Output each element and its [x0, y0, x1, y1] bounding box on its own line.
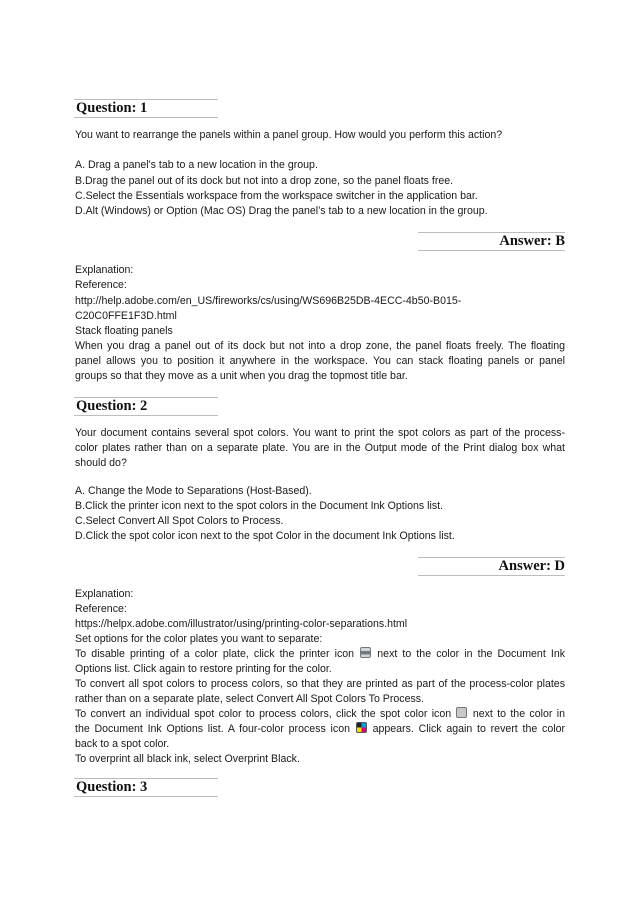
reference-url: https://helpx.adobe.com/illustrator/using/printing-color-separations.html: [75, 618, 408, 630]
explanation-paragraph-line: [75, 707, 565, 722]
section-heading: Stack floating panels: [75, 325, 173, 337]
section-heading: Set options for the color plates you want to separate:: [75, 633, 323, 645]
text-span: the Document Ink Options list. A four-color process icon: [75, 723, 350, 735]
question-3-header: Question: 3: [74, 778, 218, 797]
question-1-option-c: C.Select the Essentials workspace from the workspace switcher in the application bar.: [75, 190, 478, 202]
question-1-header: Question: 1: [74, 99, 218, 118]
explanation-paragraph-line: To convert all spot colors to process colors, so that they are printed as part of the process-color plates: [75, 678, 565, 690]
question-1-answer: Answer: B: [418, 232, 565, 251]
printer-icon: [360, 647, 371, 658]
question-2-option-a: A. Change the Mode to Separations (Host-Based).: [75, 485, 312, 497]
reference-label: Reference:: [75, 279, 127, 291]
explanation-paragraph-line: Options list. Click again to restore printing for the color.: [75, 663, 332, 675]
explanation-paragraph-line: groups so that they move as a unit when you drag the topmost title bar.: [75, 370, 408, 382]
text-span: To convert an individual spot color to process colors, click the spot color icon: [75, 708, 452, 720]
question-1-option-a: A. Drag a panel's tab to a new location in the group.: [75, 159, 318, 171]
question-2-prompt-line: color plates rather than on a separate plate. You are in the Output mode of the Print dialog box what: [75, 442, 565, 454]
four-color-process-icon: [356, 722, 367, 733]
text-span: next to the color in: [472, 708, 565, 720]
text-span: To disable printing of a color plate, click the printer icon: [75, 648, 355, 660]
question-1-prompt: You want to rearrange the panels within a panel group. How would you perform this action?: [75, 129, 503, 141]
question-2-header: Question: 2: [74, 397, 218, 416]
text-span: appears. Click again to revert the color: [372, 723, 565, 735]
explanation-paragraph-line: [75, 722, 565, 737]
question-2-prompt-line: should do?: [75, 457, 127, 469]
explanation-label: Explanation:: [75, 588, 134, 600]
explanation-paragraph-line: When you drag a panel out of its dock but not into a drop zone, the panel floats freely. The floating: [75, 340, 565, 352]
text-span: next to the color in the Document Ink: [377, 648, 565, 660]
explanation-label: Explanation:: [75, 264, 134, 276]
reference-url-line-2: C20C0FFE1F3D.html: [75, 310, 177, 322]
question-2-prompt-line: Your document contains several spot colors. You want to print the spot colors as part of the process-: [75, 427, 565, 439]
question-2-answer: Answer: D: [418, 557, 565, 576]
question-2-option-b: B.Click the printer icon next to the spot colors in the Document Ink Options list.: [75, 500, 444, 512]
reference-url-line-1: http://help.adobe.com/en_US/fireworks/cs/using/WS696B25DB-4ECC-4b50-B015-: [75, 295, 462, 307]
question-1-option-b: B.Drag the panel out of its dock but not into a drop zone, so the panel floats free.: [75, 175, 454, 187]
explanation-paragraph-line: [75, 647, 565, 662]
explanation-paragraph-line: panel allows you to position it anywhere in the workspace. You can stack floating panels or panel: [75, 355, 565, 367]
explanation-paragraph-line: back to a spot color.: [75, 738, 170, 750]
explanation-paragraph-line: rather than on a separate plate, select Convert All Spot Colors To Process.: [75, 693, 424, 705]
question-2-option-c: C.Select Convert All Spot Colors to Process.: [75, 515, 284, 527]
spot-color-icon: [456, 707, 467, 718]
question-2-option-d: D.Click the spot color icon next to the spot Color in the document Ink Options list.: [75, 530, 455, 542]
explanation-paragraph-line: To overprint all black ink, select Overprint Black.: [75, 753, 300, 765]
reference-label: Reference:: [75, 603, 127, 615]
question-1-option-d: D.Alt (Windows) or Option (Mac OS) Drag the panel’s tab to a new location in the group.: [75, 205, 488, 217]
